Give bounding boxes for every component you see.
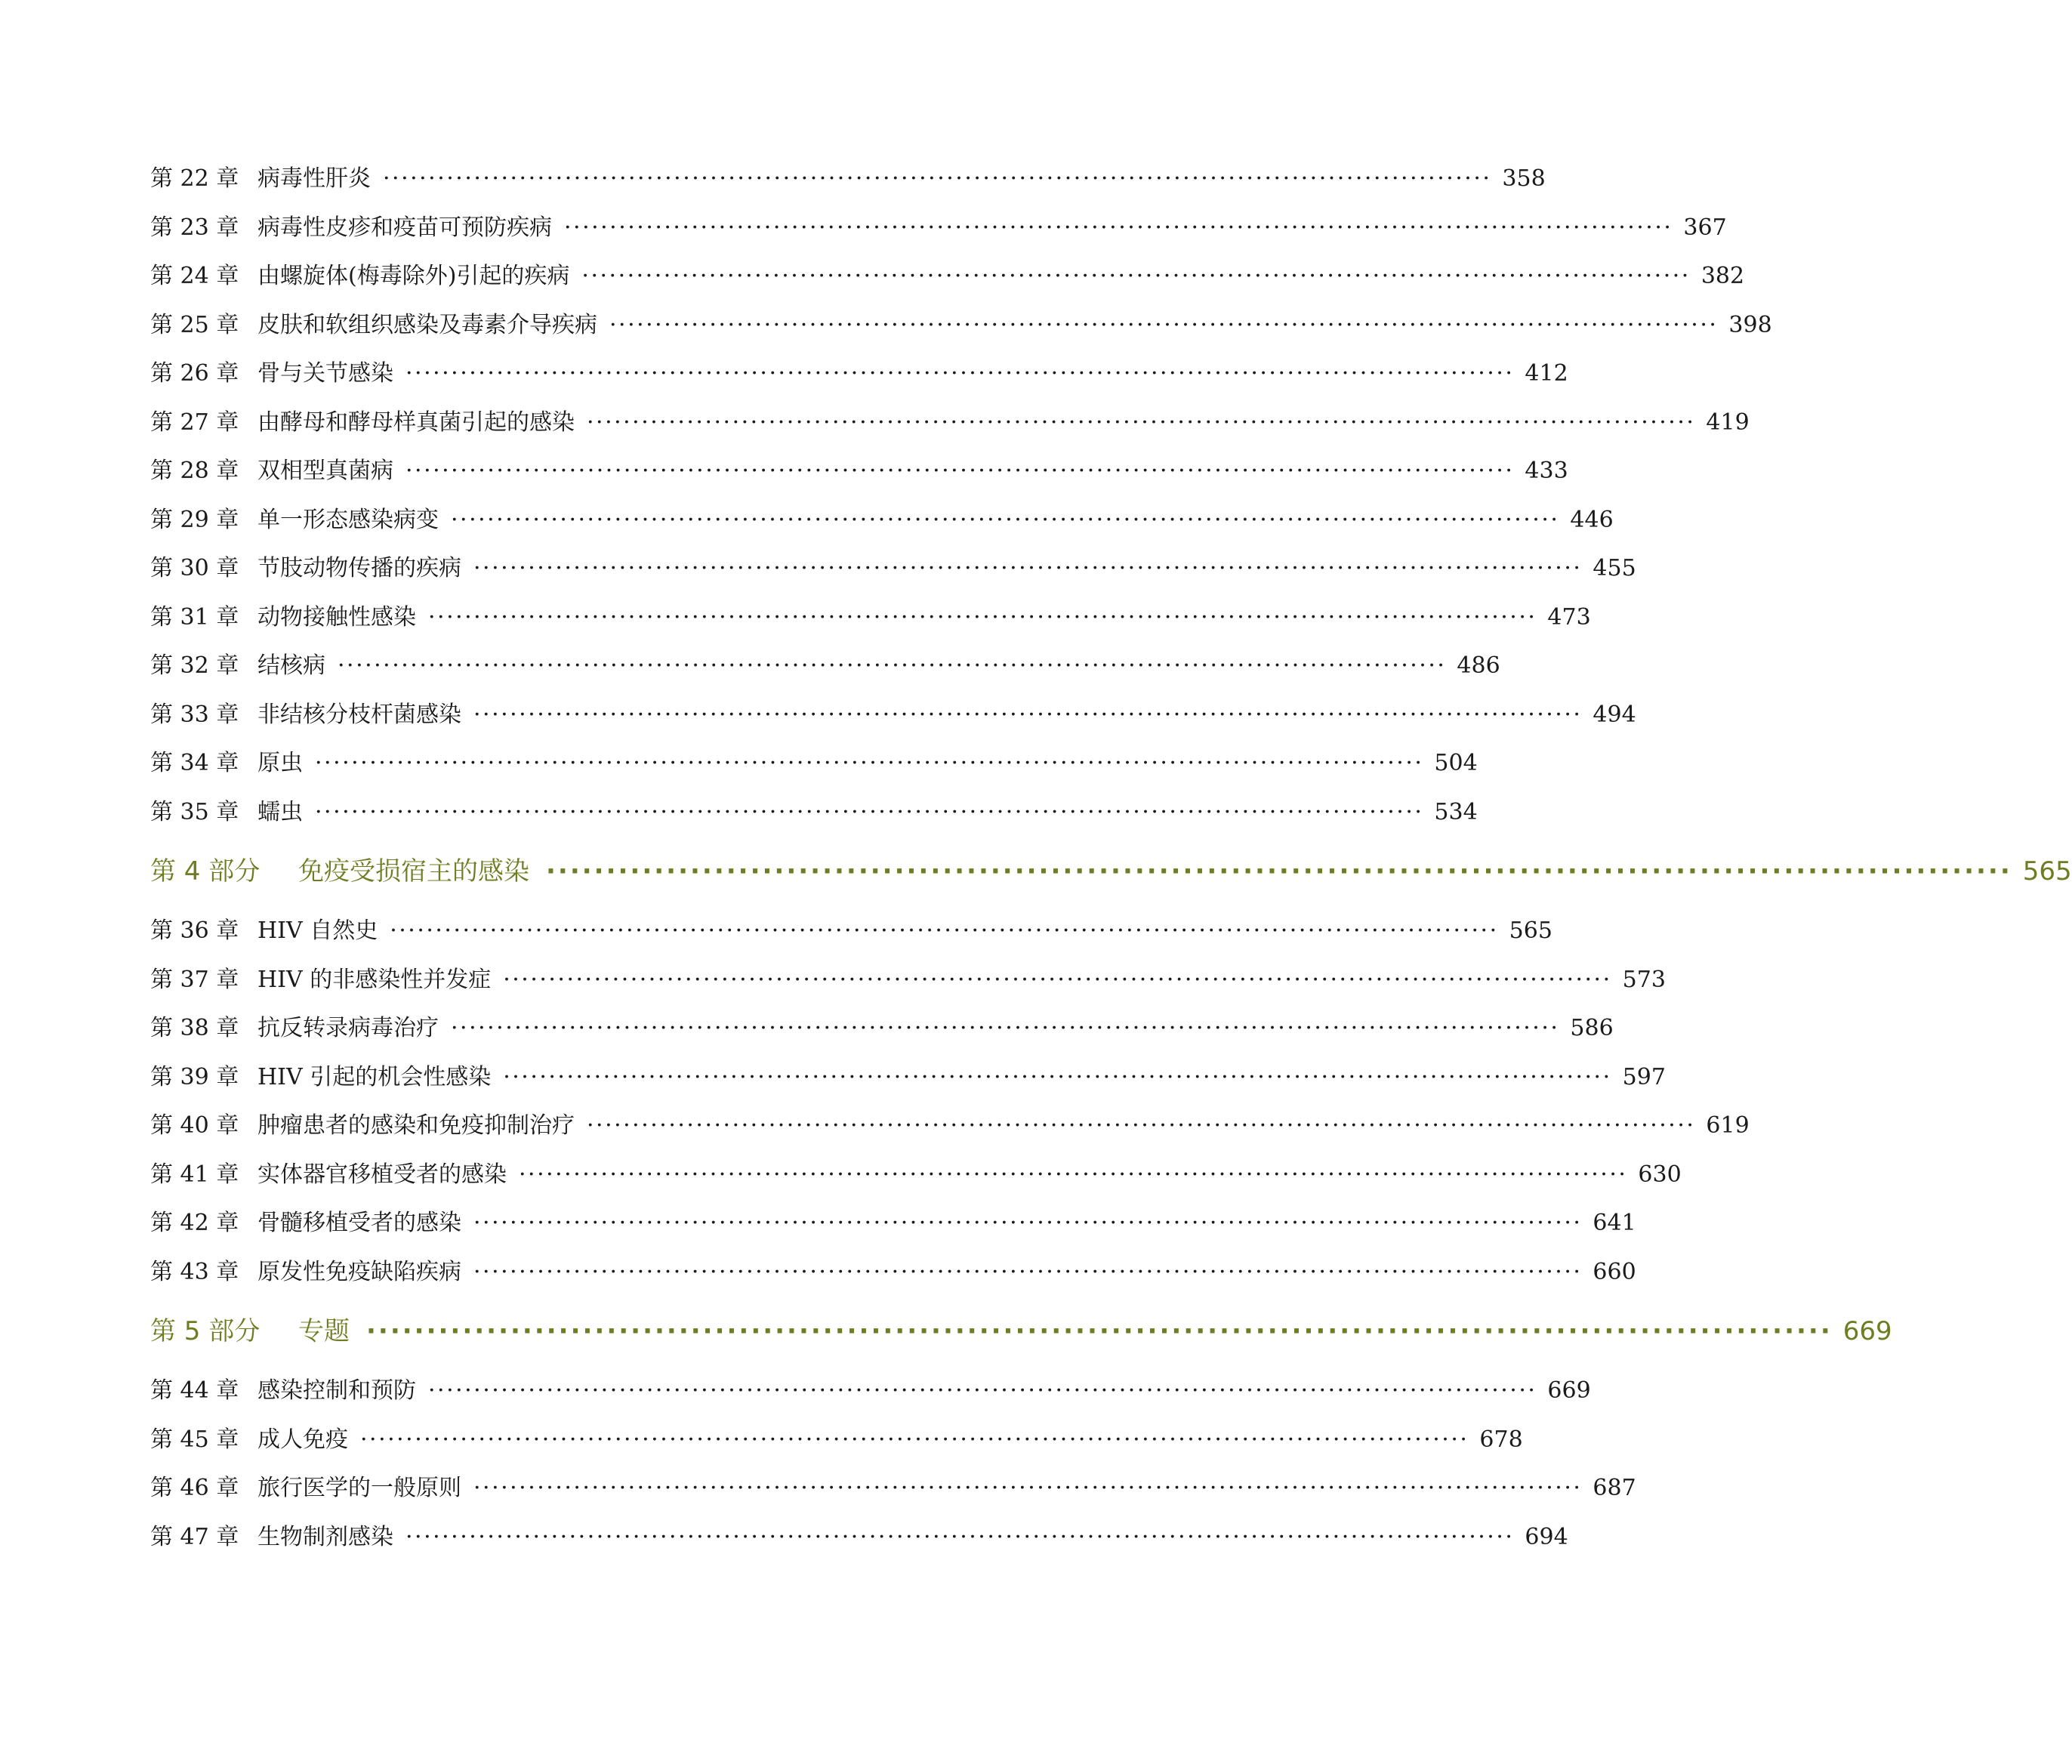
page-number: 494: [1593, 701, 1636, 728]
part-page-number: 565: [2022, 856, 2072, 887]
chapter-title: 由酵母和酵母样真菌引起的感染: [257, 409, 575, 436]
dot-leader: ··························································································································: [581, 263, 1691, 289]
dot-leader: ··························································································································: [405, 360, 1515, 387]
page-number: 669: [1547, 1377, 1591, 1404]
dot-leader: ··························································································································: [546, 856, 2012, 887]
page-number: 573: [1622, 966, 1666, 993]
page-number: 687: [1593, 1475, 1636, 1501]
dot-leader: ··························································································································: [587, 409, 1696, 436]
chapter-title: 原发性免疫缺陷疾病: [257, 1258, 461, 1285]
toc-entry-ch24[interactable]: [150, 252, 1745, 301]
dot-leader: ··························································································································: [587, 1112, 1696, 1139]
chapter-title: 实体器官移植受者的感染: [257, 1161, 507, 1188]
chapter-title: 旅行医学的一般原则: [257, 1475, 461, 1501]
chapter-number: 第 46 章: [150, 1475, 239, 1501]
chapter-title: 成人免疫: [257, 1426, 348, 1453]
chapter-number: 第 28 章: [150, 458, 239, 484]
toc-entry-ch40[interactable]: [150, 1102, 1750, 1151]
chapter-number: 第 38 章: [150, 1015, 239, 1041]
page-number: 641: [1593, 1210, 1636, 1236]
dot-leader: ··························································································································: [451, 1015, 1560, 1041]
dot-leader: ··························································································································: [366, 1316, 1833, 1346]
toc-entry-ch31[interactable]: [150, 594, 1591, 643]
dot-leader: ··························································································································: [428, 603, 1537, 631]
dot-leader: ··························································································································: [473, 1258, 1583, 1285]
toc-entry-ch36[interactable]: [150, 907, 1552, 956]
part-title: 专题: [298, 1316, 350, 1346]
chapter-title: 肿瘤患者的感染和免疫抑制治疗: [257, 1112, 575, 1139]
table-of-contents: [150, 155, 2072, 1562]
chapter-number: 第 43 章: [150, 1258, 239, 1285]
toc-entry-ch28[interactable]: [150, 447, 1568, 496]
toc-entry-ch47[interactable]: [150, 1513, 1568, 1562]
toc-entry-ch41[interactable]: [150, 1151, 1682, 1200]
page-number: 694: [1525, 1523, 1568, 1550]
chapter-title: 单一形态感染病变: [257, 506, 439, 533]
page-number: 660: [1593, 1258, 1636, 1285]
dot-leader: ··························································································································: [503, 1063, 1612, 1090]
chapter-title: 动物接触性感染: [257, 603, 416, 631]
page-number: 678: [1479, 1426, 1523, 1453]
chapter-title: 病毒性肝炎: [257, 165, 371, 192]
chapter-title: 感染控制和预防: [257, 1377, 416, 1404]
chapter-title: HIV 自然史: [257, 917, 378, 944]
chapter-number: 第 47 章: [150, 1523, 239, 1550]
dot-leader: ··························································································································: [503, 966, 1612, 993]
dot-leader: ··························································································································: [451, 506, 1560, 533]
dot-leader: ··························································································································: [405, 458, 1515, 484]
chapter-title: 蠕虫: [257, 798, 303, 825]
page-number: 419: [1706, 409, 1750, 436]
toc-entry-ch25[interactable]: [150, 301, 1772, 350]
toc-entry-ch33[interactable]: [150, 691, 1636, 740]
toc-entry-ch32[interactable]: [150, 642, 1500, 691]
dot-leader: ··························································································································: [405, 1523, 1515, 1550]
chapter-number: 第 23 章: [150, 214, 239, 241]
chapter-number: 第 37 章: [150, 966, 239, 993]
chapter-title: HIV 引起的机会性感染: [257, 1063, 492, 1090]
dot-leader: ··························································································································: [338, 652, 1447, 679]
dot-leader: ··························································································································: [360, 1426, 1469, 1453]
toc-entry-ch37[interactable]: [150, 956, 1666, 1005]
toc-entry-ch26[interactable]: [150, 350, 1568, 399]
chapter-title: 原虫: [257, 750, 303, 776]
dot-leader: ··························································································································: [473, 1475, 1583, 1501]
part-number: 第 4 部分: [150, 856, 261, 887]
page-number: 412: [1525, 360, 1568, 387]
part-number: 第 5 部分: [150, 1316, 261, 1346]
chapter-number: 第 45 章: [150, 1426, 239, 1453]
dot-leader: ··························································································································: [315, 798, 1424, 825]
dot-leader: ··························································································································: [519, 1161, 1628, 1188]
page-number: 586: [1570, 1015, 1614, 1041]
toc-entry-ch44[interactable]: [150, 1367, 1591, 1416]
page-number: 382: [1700, 263, 1745, 289]
toc-entry-ch27[interactable]: [150, 399, 1750, 448]
page-number: 486: [1457, 652, 1500, 679]
dot-leader: ··························································································································: [428, 1377, 1537, 1404]
chapter-number: 第 32 章: [150, 652, 239, 679]
toc-entry-ch42[interactable]: [150, 1199, 1636, 1248]
page-number: 367: [1683, 214, 1727, 241]
page-number: 534: [1434, 798, 1478, 825]
page-number: 446: [1570, 506, 1614, 533]
dot-leader: ··························································································································: [473, 555, 1583, 581]
toc-entry-ch34[interactable]: [150, 739, 1478, 788]
page-number: 358: [1502, 165, 1546, 192]
chapter-title: 生物制剂感染: [257, 1523, 393, 1550]
chapter-number: 第 36 章: [150, 917, 239, 944]
toc-entry-ch35[interactable]: [150, 788, 1478, 837]
chapter-number: 第 25 章: [150, 311, 239, 338]
page-number: 455: [1593, 555, 1636, 581]
chapter-number: 第 22 章: [150, 165, 239, 192]
chapter-number: 第 26 章: [150, 360, 239, 387]
toc-entry-ch30[interactable]: [150, 544, 1636, 594]
chapter-title: 病毒性皮疹和疫苗可预防疾病: [257, 214, 552, 241]
chapter-title: 骨与关节感染: [257, 360, 393, 387]
chapter-number: 第 31 章: [150, 603, 239, 631]
chapter-title: 结核病: [257, 652, 325, 679]
part-page-number: 669: [1842, 1316, 1892, 1346]
toc-entry-ch45[interactable]: [150, 1416, 1523, 1465]
chapter-number: 第 39 章: [150, 1063, 239, 1090]
toc-entry-ch39[interactable]: [150, 1053, 1666, 1102]
toc-entry-ch46[interactable]: [150, 1464, 1636, 1513]
chapter-number: 第 40 章: [150, 1112, 239, 1139]
page-number: 504: [1434, 750, 1478, 776]
toc-entry-ch29[interactable]: [150, 496, 1614, 545]
chapter-title: 节肢动物传播的疾病: [257, 555, 461, 581]
chapter-title: 双相型真菌病: [257, 458, 393, 484]
dot-leader: ··························································································································: [383, 165, 1492, 192]
dot-leader: ··························································································································: [473, 701, 1583, 728]
dot-leader: ··························································································································: [473, 1210, 1583, 1236]
chapter-number: 第 29 章: [150, 506, 239, 533]
toc-entry-ch23[interactable]: [150, 204, 1727, 253]
chapter-number: 第 41 章: [150, 1161, 239, 1188]
chapter-title: 骨髓移植受者的感染: [257, 1210, 461, 1236]
part-title: 免疫受损宿主的感染: [298, 856, 529, 887]
dot-leader: ··························································································································: [390, 917, 1499, 944]
page-number: 619: [1706, 1112, 1750, 1139]
dot-leader: ··························································································································: [315, 750, 1424, 776]
toc-part-4[interactable]: [150, 840, 2072, 904]
toc-entry-ch38[interactable]: [150, 1004, 1614, 1053]
chapter-number: 第 35 章: [150, 798, 239, 825]
page-number: 433: [1525, 458, 1568, 484]
chapter-number: 第 33 章: [150, 701, 239, 728]
dot-leader: ··························································································································: [609, 311, 1719, 338]
chapter-number: 第 24 章: [150, 263, 239, 289]
dot-leader: ··························································································································: [564, 214, 1673, 241]
page-number: 597: [1622, 1063, 1666, 1090]
chapter-number: 第 27 章: [150, 409, 239, 436]
chapter-number: 第 30 章: [150, 555, 239, 581]
page-number: 398: [1728, 311, 1772, 338]
chapter-number: 第 42 章: [150, 1210, 239, 1236]
chapter-number: 第 44 章: [150, 1377, 239, 1404]
chapter-number: 第 34 章: [150, 750, 239, 776]
chapter-title: 由螺旋体(梅毒除外)引起的疾病: [257, 263, 570, 289]
chapter-title: HIV 的非感染性并发症: [257, 966, 492, 993]
page-number: 565: [1509, 917, 1552, 944]
page-number: 473: [1547, 603, 1591, 631]
chapter-title: 抗反转录病毒治疗: [257, 1015, 439, 1041]
toc-entry-ch43[interactable]: [150, 1248, 1636, 1297]
toc-entry-ch22[interactable]: [150, 155, 1546, 204]
page-number: 630: [1638, 1161, 1682, 1188]
chapter-title: 非结核分枝杆菌感染: [257, 701, 461, 728]
toc-part-5[interactable]: [150, 1300, 1892, 1364]
chapter-title: 皮肤和软组织感染及毒素介导疾病: [257, 311, 597, 338]
